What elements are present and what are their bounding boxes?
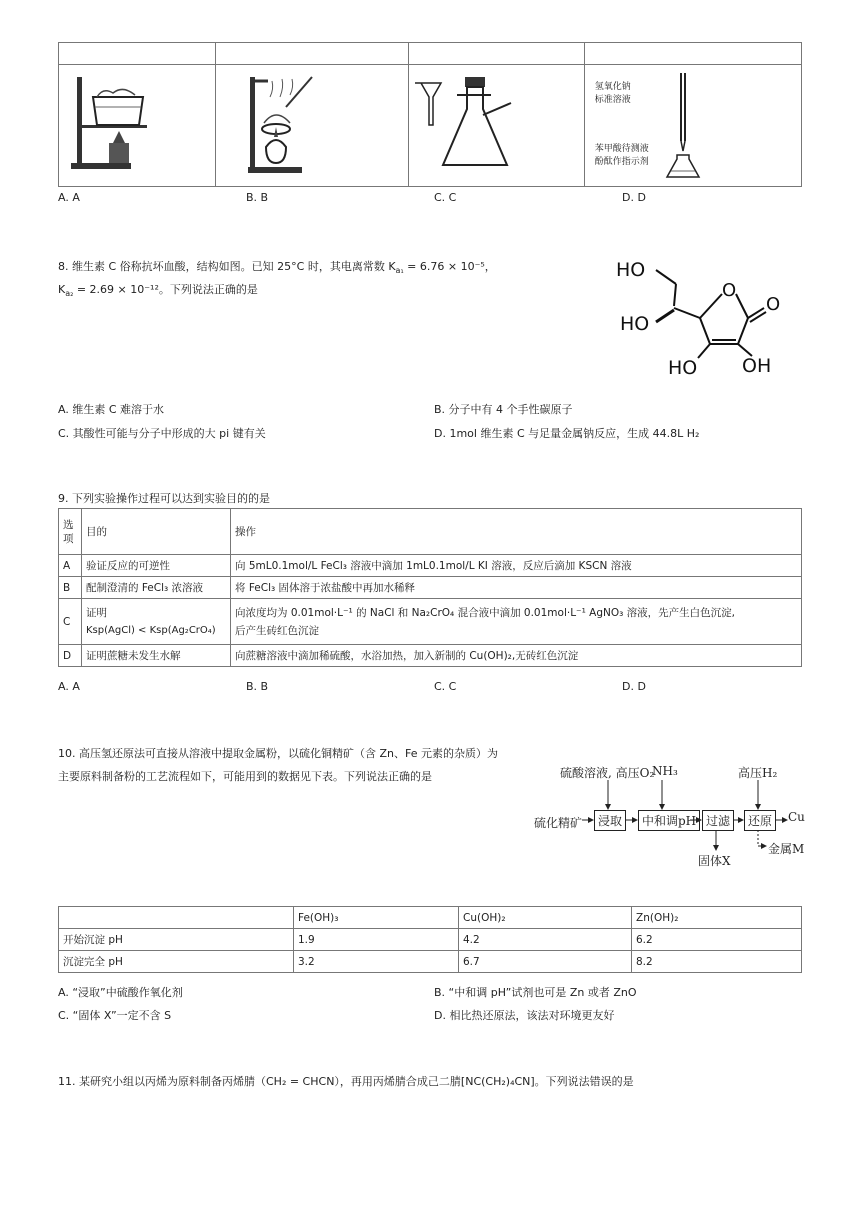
struct-label-ring-o: O <box>722 280 737 301</box>
q7-figure-d <box>584 65 801 187</box>
q9-row-a-goal: 验证反应的可逆性 <box>82 555 231 577</box>
fig-d-label-top-2: 标准溶液 <box>594 95 631 105</box>
flow-solid-x: 固体X <box>698 854 731 868</box>
q7-header-cell-b <box>216 43 409 65</box>
q9-header-option: 选项 <box>59 509 82 555</box>
q9-stem: 9. 下列实验操作过程可以达到实验目的的是 <box>58 492 270 505</box>
q7-header-cell-a <box>59 43 216 65</box>
flow-product-cu: Cu <box>788 810 805 824</box>
table-row: 沉淀完全 pH 3.2 6.7 8.2 <box>59 951 802 973</box>
q10-stem-line1: 10. 高压氢还原法可直接从溶液中提取金属粉，以硫化铜精矿（含 Zn、Fe 元素的杂质）为 <box>58 747 498 760</box>
q9-option-a[interactable]: A. A <box>58 680 80 693</box>
q10-ph-table <box>58 906 802 973</box>
q9-row-d-option: D <box>59 645 82 667</box>
q9-row-c-goal: 证明 Ksp(AgCl) < Ksp(Ag₂CrO₄) <box>82 599 231 645</box>
q7-figure-b <box>216 65 409 187</box>
q8-stem-line2: $K_{a_2} = 2.69 \times 10^{-12}$。下列说法正确的是 <box>58 283 258 299</box>
q7-header-cell-d <box>584 43 801 65</box>
flow-step-reduce: 还原 <box>744 810 776 831</box>
q10-option-b[interactable]: B. “中和调 pH”试剂也可是 Zn 或者 ZnO <box>434 986 637 999</box>
struct-label-carbonyl-o: O <box>766 294 781 315</box>
q8-stem-line1: 8. 维生素 C 俗称抗坏血酸，结构如图。已知 25°C 时，其电离常数 $K_{a_1} = 6.76 \times 10^{-5}$， <box>58 260 496 276</box>
evaporation-apparatus-figure <box>63 67 209 181</box>
q9-experiment-table <box>58 508 802 667</box>
q8-option-d[interactable]: D. 1mol 维生素 C 与足量金属钠反应，生成 44.8L H₂ <box>434 427 700 440</box>
struct-label-ho-mid: HO <box>620 313 650 335</box>
fig-d-label-bottom-2: 酚酞作指示剂 <box>594 157 649 167</box>
q9-header-goal: 目的 <box>82 509 231 555</box>
q9-option-d[interactable]: D. D <box>622 680 646 693</box>
q9-row-b-operation: 将 FeCl₃ 固体溶于浓盐酸中再加水稀释 <box>231 577 802 599</box>
fig-d-label-bottom-1: 苯甲酸待测液 <box>594 144 649 154</box>
flow-input-h2: 高压H₂ <box>738 766 778 780</box>
flow-input-nh3: NH₃ <box>652 764 678 778</box>
q10-option-a[interactable]: A. “浸取”中硫酸作氧化剂 <box>58 986 183 999</box>
q9-option-c[interactable]: C. C <box>434 680 457 693</box>
flow-step-neutralize: 中和调pH <box>638 810 700 831</box>
q7-option-c[interactable]: C. C <box>434 191 457 204</box>
conical-flask-figure <box>413 67 577 181</box>
vitamin-c-structure <box>612 256 792 382</box>
flow-step-leach: 浸取 <box>594 810 626 831</box>
q9-row-c-option: C <box>59 599 82 645</box>
struct-label-ho-top: HO <box>616 259 646 281</box>
flow-arrows <box>534 762 806 872</box>
struct-label-ho-bottom: HO <box>668 357 698 379</box>
q7-figure-a <box>59 65 216 187</box>
q9-row-b-option: B <box>59 577 82 599</box>
q9-header-operation: 操作 <box>231 509 802 555</box>
q8-option-c[interactable]: C. 其酸性可能与分子中形成的大 pi 键有关 <box>58 427 266 440</box>
q7-header-cell-c <box>409 43 584 65</box>
q9-row-d-operation: 向蔗糖溶液中滴加稀硫酸，水浴加热，加入新制的 Cu(OH)₂,无砖红色沉淀 <box>231 645 802 667</box>
q10-stem-line2: 主要原料制备粉的工艺流程如下，可能用到的数据见下表。下列说法正确的是 <box>58 770 432 783</box>
table-row <box>59 555 802 577</box>
distillation-heating-figure <box>220 67 402 181</box>
q9-row-a-option: A <box>59 555 82 577</box>
flow-metal-m: 金属M <box>768 842 805 856</box>
q9-row-c-operation: 向浓度均为 0.01mol·L⁻¹ 的 NaCl 和 Na₂CrO₄ 混合液中滴加 0.01mol·L⁻¹ AgNO₃ 溶液，先产生白色沉淀, 后产生砖红色沉淀 <box>231 599 802 645</box>
q10-option-c[interactable]: C. “固体 X”一定不含 S <box>58 1009 172 1022</box>
q10-header-blank <box>59 907 294 929</box>
q10-process-flow <box>534 762 806 872</box>
q7-figure-c <box>409 65 584 187</box>
q10-header-cuoh2: Cu(OH)₂ <box>459 907 632 929</box>
q10-header-feoh3: Fe(OH)₃ <box>294 907 459 929</box>
flow-step-filter: 过滤 <box>702 810 734 831</box>
table-row <box>59 599 802 645</box>
fig-d-label-top-1: 氢氧化钠 <box>594 82 631 92</box>
q9-option-b[interactable]: B. B <box>246 680 269 693</box>
q7-option-b[interactable]: B. B <box>246 191 269 204</box>
q8-option-a[interactable]: A. 维生素 C 难溶于水 <box>58 403 164 416</box>
table-row <box>59 645 802 667</box>
q8-option-b[interactable]: B. 分子中有 4 个手性碳原子 <box>434 403 573 416</box>
q7-apparatus-table <box>58 42 802 187</box>
q10-option-d[interactable]: D. 相比热还原法，该法对环境更友好 <box>434 1009 615 1022</box>
q9-row-a-operation: 向 5mL0.1mol/L FeCl₃ 溶液中滴加 1mL0.1mol/L KI 溶液，反应后滴加 KSCN 溶液 <box>231 555 802 577</box>
struct-label-oh-bottom: OH <box>742 355 772 377</box>
flow-start-ore: 硫化精矿 <box>534 816 583 830</box>
table-row <box>59 577 802 599</box>
q11-stem: 11. 某研究小组以丙烯为原料制备丙烯腈（CH₂ = CHCN），再用丙烯腈合成己二腈[NC(CH₂)₄CN]。下列说法错误的是 <box>58 1075 634 1088</box>
flow-input-acid-oxygen: 硫酸溶液, 高压O₂ <box>560 766 655 780</box>
q9-row-b-goal: 配制澄清的 FeCl₃ 浓溶液 <box>82 577 231 599</box>
q10-header-znoh2: Zn(OH)₂ <box>632 907 802 929</box>
q7-option-a[interactable]: A. A <box>58 191 80 204</box>
q9-row-d-goal: 证明蔗糖未发生水解 <box>82 645 231 667</box>
table-row: 开始沉淀 pH 1.9 4.2 6.2 <box>59 929 802 951</box>
q7-option-d[interactable]: D. D <box>622 191 646 204</box>
